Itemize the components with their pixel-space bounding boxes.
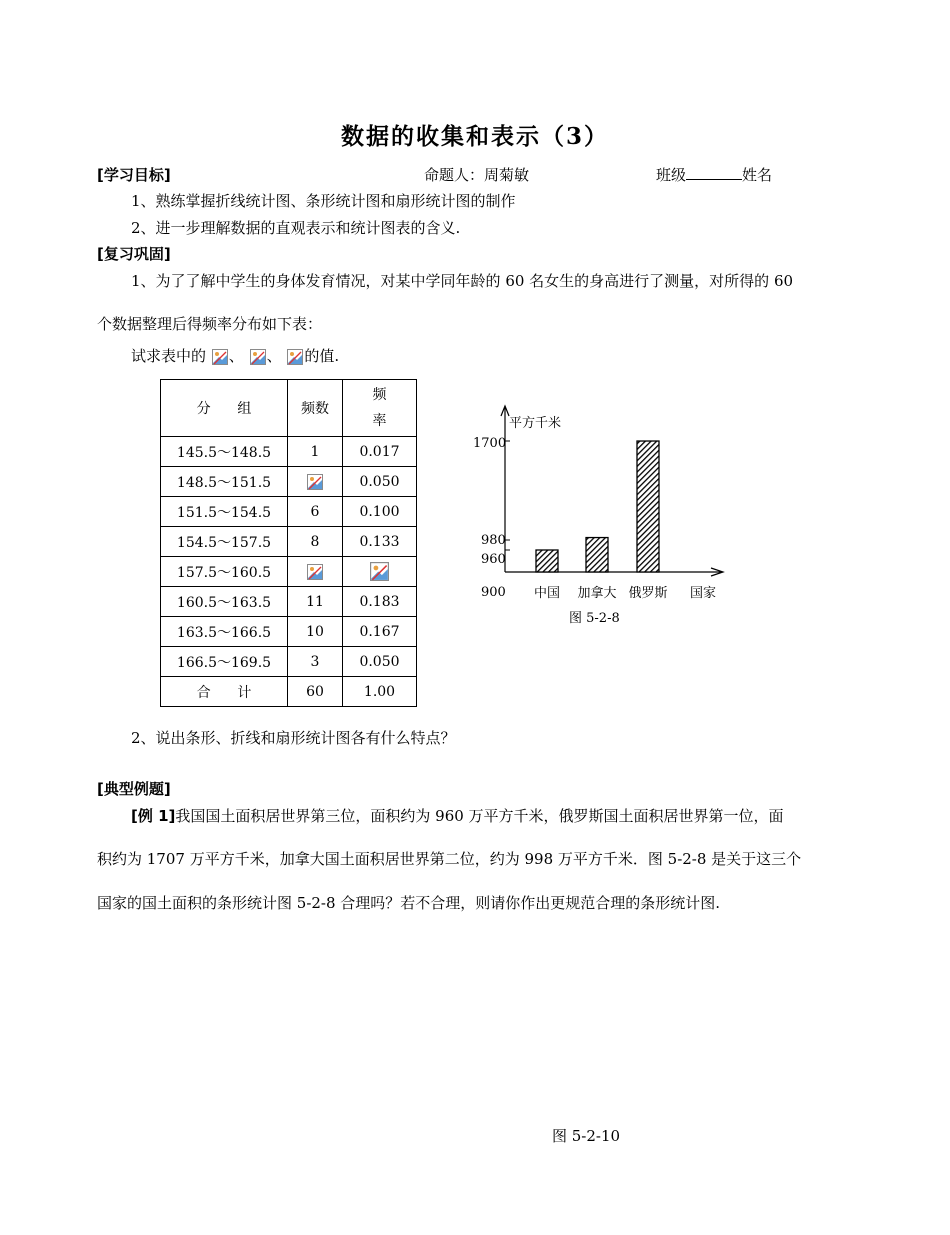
total-freq: 1.00 [343,677,417,707]
bar-0 [536,550,558,572]
example-tag: [例 1] [131,807,176,825]
ask-prefix: 试求表中的 [131,347,207,365]
name-label: 姓名 [742,166,773,184]
y-tick-label: 1700 [473,436,507,451]
goal-1: 1、熟练掌握折线统计图、条形统计图和扇形统计图的制作 [131,192,516,210]
review-q1-ask [131,345,339,366]
broken-image-icon [307,564,323,580]
broken-image-icon [250,349,266,365]
page-title: 数据的收集和表示（3） [340,123,609,150]
cell-freq: 0.133 [343,527,417,557]
cell-freq: 0.183 [343,587,417,617]
cell-group: 166.5～169.5 [161,647,288,677]
table-row [161,557,417,587]
class-label: 班级 [656,166,687,184]
frequency-table [160,379,417,707]
x-axis-label: 国家 [690,586,717,601]
goal-2: 2、进一步理解数据的直观表示和统计图表的含义. [131,219,461,237]
goals-heading: [学习目标] [97,166,171,184]
x-tick-label: 加拿大 [577,586,617,601]
cell-count: 10 [288,617,343,647]
review-q1-line1: 1、为了了解中学生的身体发育情况，对某中学同年龄的 60 名女生的身高进行了测量，对所得的 60 [131,272,794,290]
cell-group: 163.5～166.5 [161,617,288,647]
broken-image-icon [370,562,389,581]
cell-group: 148.5～151.5 [161,467,288,497]
y-tick-label: 980 [481,533,506,548]
header-group: 分 组 [161,380,288,437]
author: 命题人：周菊敏 [424,166,530,184]
area-bar-chart [465,400,745,635]
broken-image-icon [212,349,228,365]
cell-group: 157.5～160.5 [161,557,288,587]
cell-count: 6 [288,497,343,527]
cell-freq-placeholder [343,557,417,587]
table-row [161,647,417,677]
example-text-1: 我国国土面积居世界第三位，面积约为 960 万平方千米，俄罗斯国土面积居世界第一位，面 [175,807,784,825]
cell-freq: 0.017 [343,437,417,467]
cell-freq: 0.100 [343,497,417,527]
y-axis-label: 平方千米 [509,416,562,431]
cell-group: 151.5～154.5 [161,497,288,527]
table-row [161,587,417,617]
ask-sep-1: 、 [228,347,244,365]
table-total-row [161,677,417,707]
table-header-row [161,380,417,437]
figure-caption-bottom: 图 5-2-10 [552,1127,621,1145]
table-row [161,617,417,647]
cell-count-placeholder [288,467,343,497]
cell-group: 160.5～163.5 [161,587,288,617]
header-count: 频数 [288,380,343,437]
bar-1 [586,538,608,572]
example-line3: 国家的国土面积的条形统计图 5-2-8 合理吗？若不合理，则请你作出更规范合理的条形统计图. [97,894,721,912]
broken-image-icon [287,349,303,365]
cell-group: 154.5～157.5 [161,527,288,557]
cell-count: 1 [288,437,343,467]
table-row [161,497,417,527]
x-tick-label: 俄罗斯 [628,586,668,601]
total-count: 60 [288,677,343,707]
bar-2 [637,441,659,572]
y-tick-label: 960 [481,552,506,567]
x-tick-label: 中国 [533,586,561,601]
example-line2: 积约为 1707 万平方千米，加拿大国土面积居世界第二位，约为 998 万平方千米．图 5-2-8 是关于这三个 [97,850,802,868]
ask-sep-2: 、 [266,347,282,365]
review-q2: 2、说出条形、折线和扇形统计图各有什么特点？ [131,729,456,747]
table-row [161,467,417,497]
chart-caption: 图 5-2-8 [569,611,620,626]
y-tick-label: 900 [481,585,506,600]
cell-count: 11 [288,587,343,617]
cell-count: 3 [288,647,343,677]
example-line1 [131,805,784,826]
cell-freq: 0.050 [343,647,417,677]
table-row [161,437,417,467]
table-row [161,527,417,557]
class-blank [686,165,742,180]
example-heading: [典型例题] [97,780,171,798]
header-freq: 频 率 [343,380,417,437]
cell-freq: 0.050 [343,467,417,497]
class-name-field [656,164,772,185]
ask-suffix: 的值. [304,347,340,365]
review-heading: [复习巩固] [97,245,171,263]
cell-group: 145.5～148.5 [161,437,288,467]
total-label: 合 计 [161,677,288,707]
cell-freq: 0.167 [343,617,417,647]
review-q1-line2: 个数据整理后得频率分布如下表： [97,315,323,333]
cell-count: 8 [288,527,343,557]
broken-image-icon [307,474,323,490]
cell-count-placeholder [288,557,343,587]
